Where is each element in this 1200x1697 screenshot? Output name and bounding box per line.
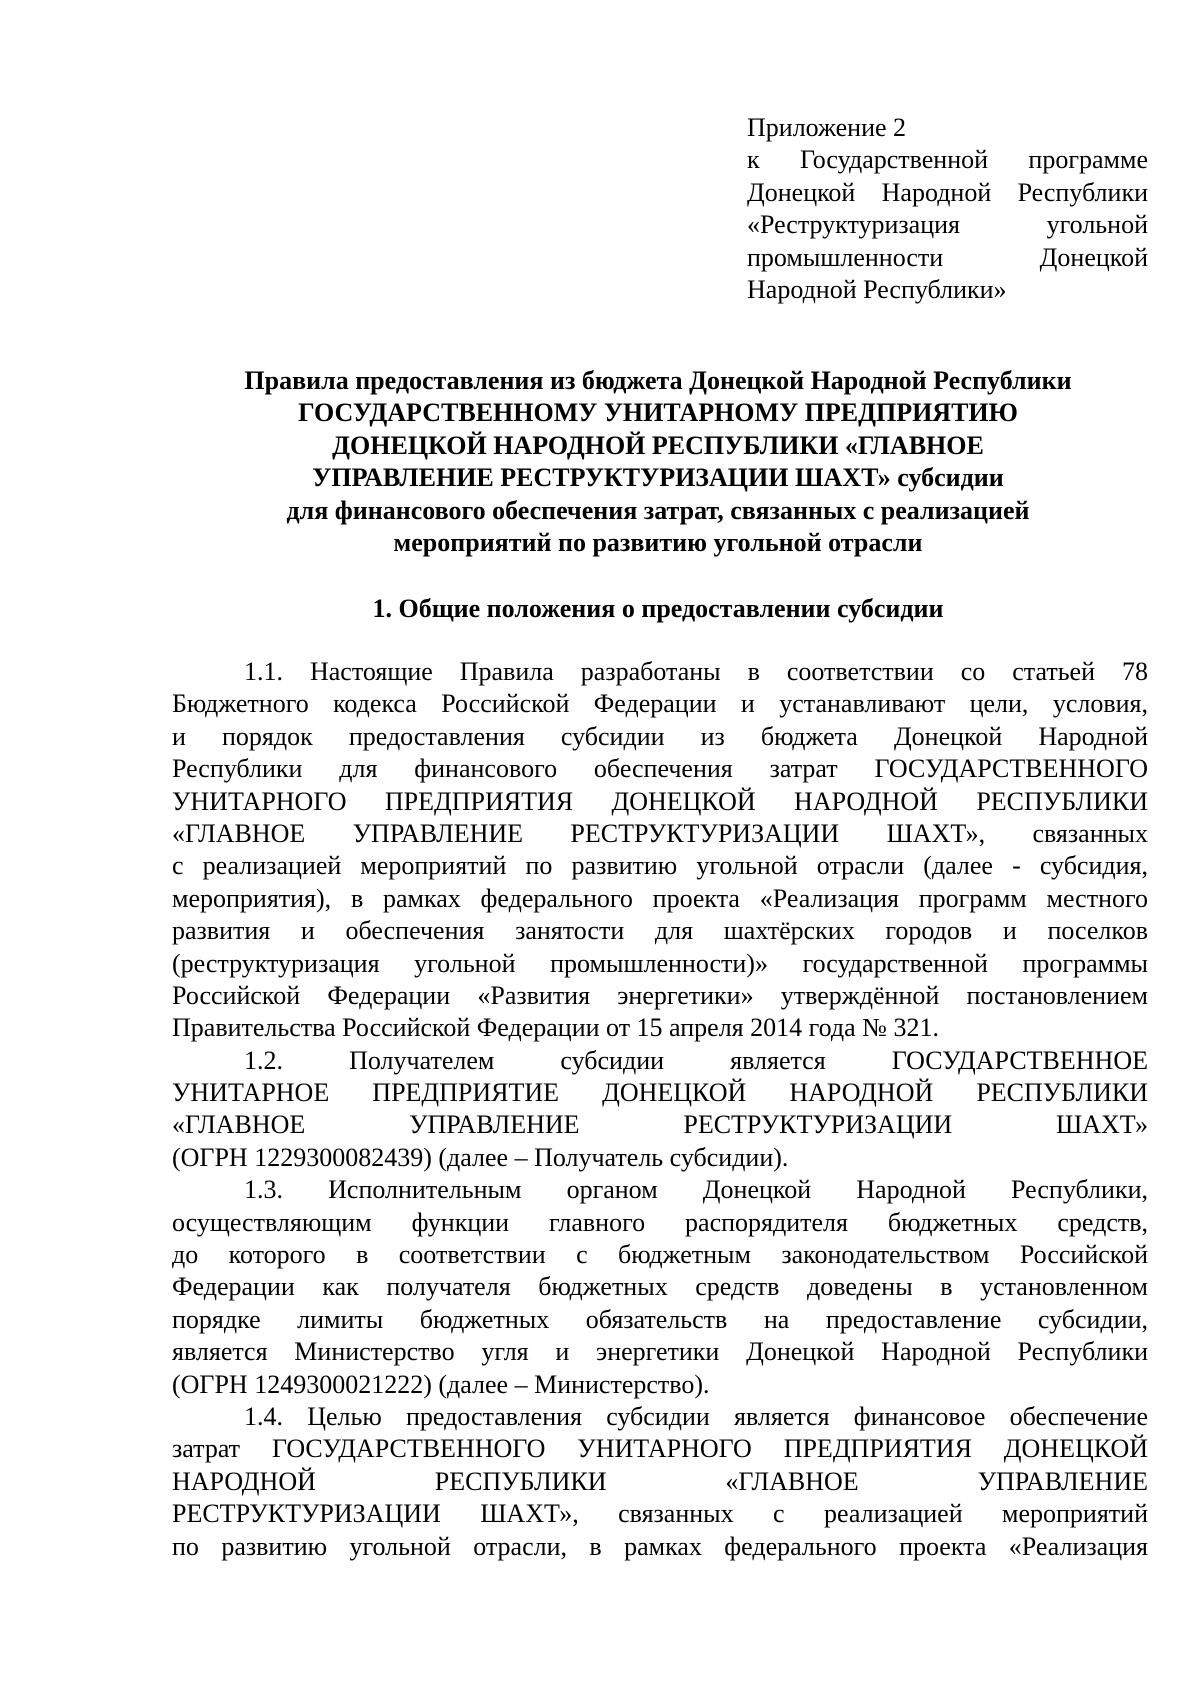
paragraph-line: затрат ГОСУДАРСТВЕННОГО УНИТАРНОГО ПРЕДПРИЯТИЯ ДОНЕЦКОЙ	[172, 1434, 1148, 1464]
section-body	[172, 656, 1148, 1563]
paragraph-line: РЕСТРУКТУРИЗАЦИИ ШАХТ», связанных с реализацией мероприятий	[172, 1499, 1148, 1529]
appendix-line: Донецкой Народной Республики	[747, 177, 1148, 207]
paragraph-line: Федерации как получателя бюджетных средств доведены в установленном	[172, 1272, 1148, 1302]
paragraph-line: является Министерство угля и энергетики Донецкой Народной Республики	[172, 1337, 1148, 1367]
appendix-note	[747, 112, 1148, 306]
appendix-line: Народной Республики»	[747, 275, 1007, 305]
title-line: Правила предоставления из бюджета Донецкой Народной Республики	[244, 366, 1072, 395]
appendix-line: промышленности Донецкой	[747, 242, 1148, 272]
appendix-line: к Государственной программе	[747, 145, 1148, 175]
paragraph-line: Правительства Российской Федерации от 15 апреля 2014 года № 321.	[172, 1013, 939, 1043]
title-line: ДОНЕЦКОЙ НАРОДНОЙ РЕСПУБЛИКИ «ГЛАВНОЕ	[332, 430, 984, 460]
paragraph-line: УНИТАРНОГО ПРЕДПРИЯТИЯ ДОНЕЦКОЙ НАРОДНОЙ РЕСПУБЛИКИ	[172, 786, 1148, 816]
paragraph-line: по развитию угольной отрасли, в рамках федерального проекта «Реализация	[172, 1531, 1148, 1561]
paragraph-line: Российской Федерации «Развития энергетики» утверждённой постановлением	[172, 980, 1148, 1010]
paragraph-line: 1.4. Целью предоставления субсидии является финансовое обеспечение	[244, 1401, 1148, 1431]
paragraph-line: развития и обеспечения занятости для шахтёрских городов и поселков	[172, 916, 1148, 946]
appendix-line: Приложение 2	[747, 113, 907, 142]
paragraph-line: Республики для финансового обеспечения затрат ГОСУДАРСТВЕННОГО	[172, 754, 1148, 784]
paragraph-line: «ГЛАВНОЕ УПРАВЛЕНИЕ РЕСТРУКТУРИЗАЦИИ ШАХТ»	[172, 1110, 1148, 1140]
paragraph-line: 1.3. Исполнительным органом Донецкой Народной Республики,	[244, 1175, 1148, 1205]
title-line: мероприятий по развитию угольной отрасли	[393, 528, 923, 558]
paragraph-line: НАРОДНОЙ РЕСПУБЛИКИ «ГЛАВНОЕ УПРАВЛЕНИЕ	[172, 1466, 1148, 1496]
title-line: ГОСУДАРСТВЕННОМУ УНИТАРНОМУ ПРЕДПРИЯТИЮ	[298, 398, 1018, 428]
paragraph-line: (ОГРН 1249300021222) (далее – Министерство).	[172, 1369, 710, 1399]
document-title	[168, 365, 1148, 559]
paragraph-line: (реструктуризация угольной промышленности)» государственной программы	[172, 948, 1148, 978]
paragraph-line: мероприятия), в рамках федерального проекта «Реализация программ местного	[172, 883, 1148, 913]
paragraph-line: (ОГРН 1229300082439) (далее – Получатель субсидии).	[172, 1142, 789, 1172]
paragraph-line: «ГЛАВНОЕ УПРАВЛЕНИЕ РЕСТРУКТУРИЗАЦИИ ШАХТ», связанных	[172, 818, 1148, 848]
appendix-line: «Реструктуризация угольной	[747, 210, 1148, 240]
paragraph-line: Бюджетного кодекса Российской Федерации и устанавливают цели, условия,	[172, 689, 1148, 719]
paragraph-line: УНИТАРНОЕ ПРЕДПРИЯТИЕ ДОНЕЦКОЙ НАРОДНОЙ РЕСПУБЛИКИ	[172, 1078, 1148, 1108]
paragraph-line: осуществляющим функции главного распорядителя бюджетных средств,	[172, 1207, 1148, 1237]
title-line: для финансового обеспечения затрат, связанных с реализацией	[286, 495, 1030, 525]
paragraph-line: порядке лимиты бюджетных обязательств на предоставление субсидии,	[172, 1304, 1148, 1334]
paragraph-line: 1.2. Получателем субсидии является ГОСУДАРСТВЕННОЕ	[244, 1045, 1148, 1075]
section-heading: 1. Общие положения о предоставлении субсидии	[372, 594, 944, 623]
paragraph-line: и порядок предоставления субсидии из бюджета Донецкой Народной	[172, 721, 1148, 751]
paragraph-line: до которого в соответствии с бюджетным законодательством Российской	[172, 1240, 1148, 1270]
paragraph-line: 1.1. Настоящие Правила разработаны в соответствии со статьей 78	[244, 657, 1148, 686]
title-line: УПРАВЛЕНИЕ РЕСТРУКТУРИЗАЦИИ ШАХТ» субсидии	[312, 463, 1004, 493]
paragraph-line: с реализацией мероприятий по развитию угольной отрасли (далее - субсидия,	[172, 851, 1148, 881]
